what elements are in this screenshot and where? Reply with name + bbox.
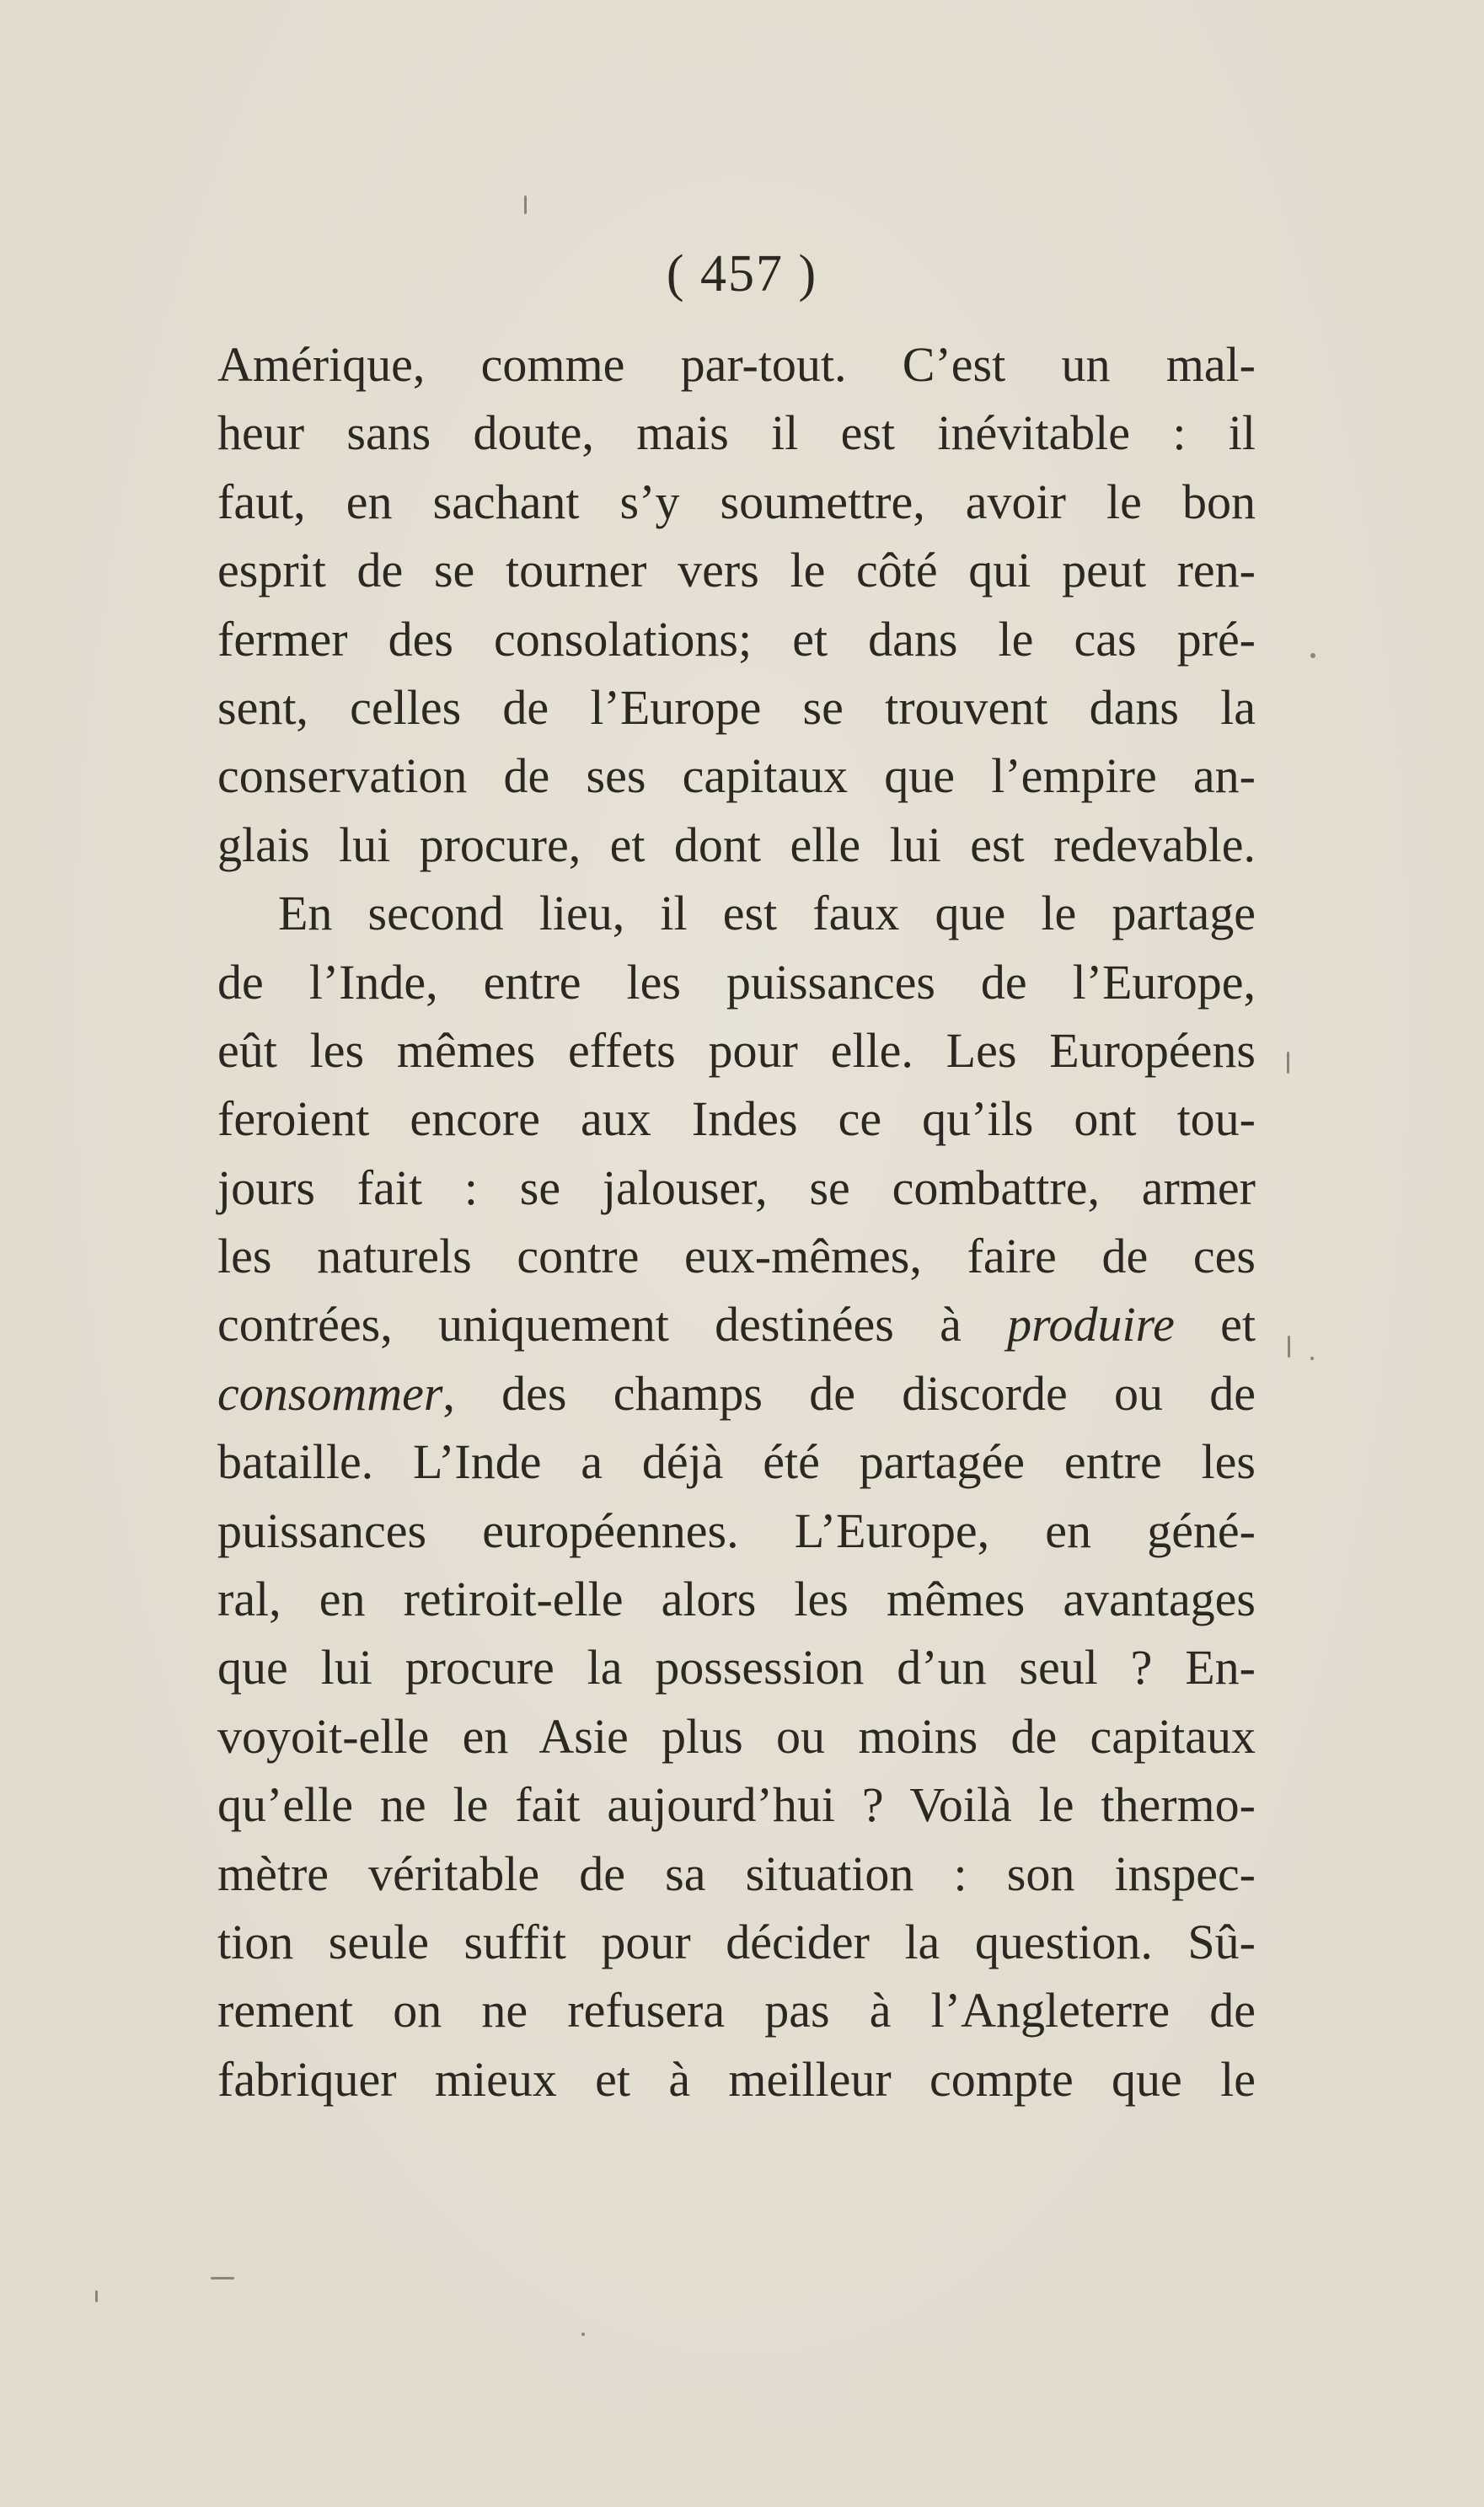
text-line: esprit de se tourner vers le côté qui peut ren- bbox=[217, 543, 1256, 598]
text-line: puissances européennes. L’Europe, en géné- bbox=[217, 1503, 1256, 1558]
text-line: heur sans doute, mais il est inévitable : il bbox=[217, 405, 1256, 461]
text-line: faut, en sachant s’y soumettre, avoir le bon bbox=[217, 474, 1256, 529]
text-line: qu’elle ne le fait aujourd’hui ? Voilà le thermo- bbox=[217, 1777, 1256, 1833]
text-line: de l’Inde, entre les puissances de l’Europe, bbox=[217, 954, 1256, 1010]
text-line: feroient encore aux Indes ce qu’ils ont tou- bbox=[217, 1091, 1256, 1147]
text-line: bataille. L’Inde a déjà été partagée entre les bbox=[217, 1434, 1256, 1490]
text-line: ral, en retiroit-elle alors les mêmes avantages bbox=[217, 1572, 1256, 1627]
text-line: glais lui procure, et dont elle lui est redevable. bbox=[217, 817, 1256, 872]
text-line: jours fait : se jalouser, se combattre, armer bbox=[217, 1160, 1256, 1215]
text-line: mètre véritable de sa situation : son inspec- bbox=[217, 1845, 1256, 1901]
text-segment: et bbox=[1174, 1297, 1256, 1353]
page-number: ( 457 ) bbox=[666, 245, 818, 303]
text-line: sent, celles de l’Europe se trouvent dans la bbox=[217, 679, 1256, 735]
italic-word: produire bbox=[1007, 1297, 1175, 1353]
text-segment: contrées, uniquement destinées à bbox=[217, 1297, 1008, 1353]
text-line: les naturels contre eux-mêmes, faire de ces bbox=[217, 1229, 1256, 1284]
text-line: En second lieu, il est faux que le partage bbox=[278, 886, 1256, 941]
text-line: fermer des consolations; et dans le cas pré- bbox=[217, 611, 1256, 667]
text-line: rement on ne refusera pas à l’Angleterre de bbox=[217, 1983, 1256, 2038]
italic-word: consommer bbox=[217, 1365, 443, 1421]
text-line: Amérique, comme par-tout. C’est un mal- bbox=[217, 337, 1256, 392]
text-segment: , des champs de discorde ou de bbox=[442, 1365, 1256, 1421]
text-line bbox=[217, 1290, 1256, 1358]
body-text bbox=[217, 330, 1256, 2113]
text-line: fabriquer mieux et à meilleur compte que le bbox=[217, 2051, 1256, 2107]
text-line: eût les mêmes effets pour elle. Les Européens bbox=[217, 1022, 1256, 1078]
text-line bbox=[217, 1359, 1256, 1428]
text-line: conservation de ses capitaux que l’empire an- bbox=[217, 748, 1256, 804]
text-line: que lui procure la possession d’un seul ? En- bbox=[217, 1640, 1256, 1695]
text-line: voyoit-elle en Asie plus ou moins de capitaux bbox=[217, 1708, 1256, 1764]
text-line: tion seule suffit pour décider la question. Sû- bbox=[217, 1914, 1256, 1969]
